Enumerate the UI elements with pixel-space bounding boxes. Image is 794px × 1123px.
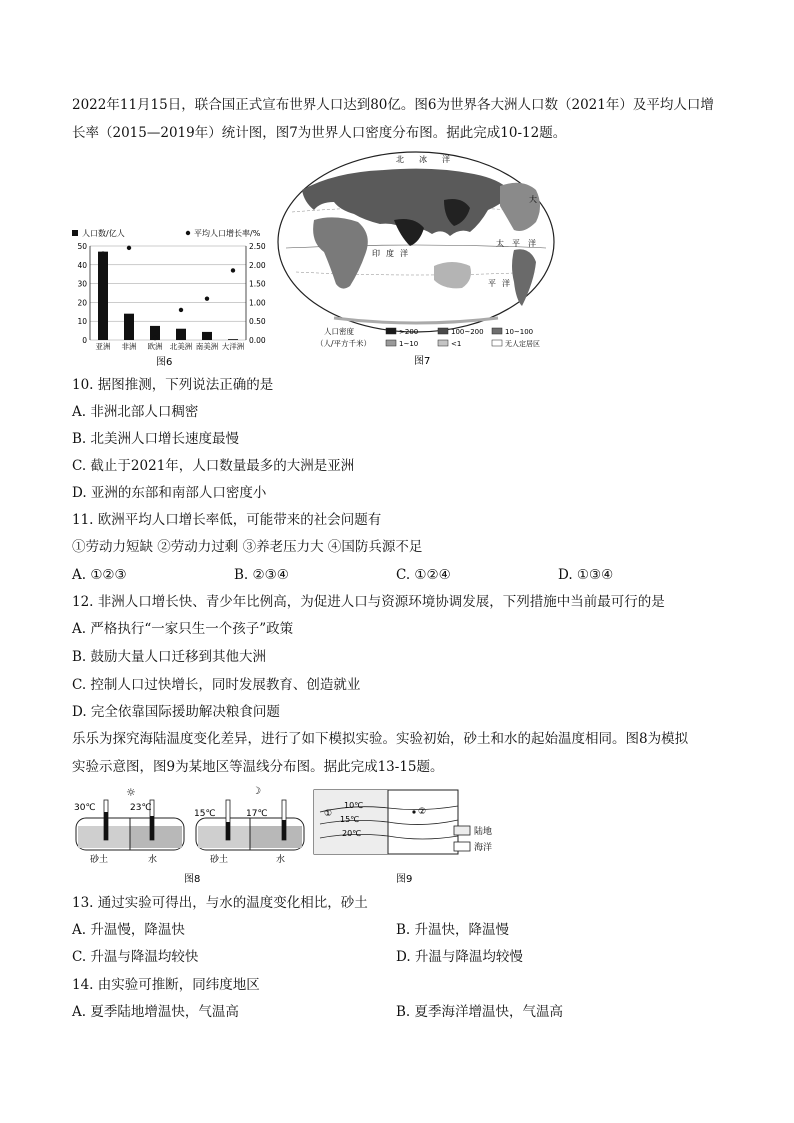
y-left-tick-label: 0 <box>82 336 87 345</box>
left-water-label: 水 <box>148 855 158 865</box>
growth-rate-point <box>101 251 105 255</box>
moon-icon: ☽ <box>252 786 261 797</box>
q13-option-d[interactable]: D. 升温与降温均较慢 <box>396 949 523 965</box>
y-left-tick-label: 50 <box>77 242 87 251</box>
figure-8-caption: 图8 <box>184 874 201 885</box>
q13-option-a[interactable]: A. 升温慢，降温快 <box>72 922 185 938</box>
category-label: 亚洲 <box>95 342 111 351</box>
population-bar <box>124 314 134 340</box>
isotherm-10-label: 10℃ <box>344 801 364 810</box>
legend-label-1: >200 <box>399 328 419 336</box>
legend-ocean-swatch <box>454 842 470 851</box>
legend-swatch-6 <box>492 340 502 346</box>
q10-stem: 10. 据图推测，下列说法正确的是 <box>72 377 274 393</box>
point-2-label: ② <box>418 807 427 817</box>
legend-title-2: （人/平方千米） <box>316 339 372 348</box>
ocean-label-1: 北 <box>396 155 404 164</box>
y-right-tick-label: 1.50 <box>249 279 266 289</box>
left-sand-thermometer-fill <box>104 812 108 840</box>
legend-dot-label: 平均人口增长率/% <box>194 229 261 238</box>
point-1-label: ① <box>324 809 333 819</box>
point-2-dot <box>412 810 415 813</box>
y-left-tick-label: 20 <box>77 298 87 308</box>
legend-land-swatch <box>454 826 470 835</box>
q12-stem: 12. 非洲人口增长快、青少年比例高，为促进人口与资源环境协调发展，下列措施中当前最可行的是 <box>72 594 665 610</box>
y-left-tick-label: 40 <box>77 260 87 270</box>
q10-option-b[interactable]: B. 北美洲人口增长速度最慢 <box>72 431 240 447</box>
q11-option-d[interactable]: D. ①③④ <box>558 567 614 583</box>
right-sand-thermometer-fill <box>226 822 230 840</box>
legend-title-1: 人口密度 <box>324 327 354 336</box>
ocean-label-2: 冰 <box>419 155 427 164</box>
right-water-fill <box>250 826 302 848</box>
right-sand-fill <box>198 826 250 848</box>
q10-option-d[interactable]: D. 亚洲的东部和南部人口密度小 <box>72 485 267 501</box>
intro-line-2: 长率（2015—2019年）统计图，图7为世界人口密度分布图。据此完成10-12题。 <box>72 125 567 141</box>
ocean-label-4: 大 <box>529 195 537 204</box>
y-right-tick-label: 2.00 <box>249 260 266 270</box>
q12-option-d[interactable]: D. 完全依靠国际援助解决粮食问题 <box>72 704 280 720</box>
growth-rate-point <box>179 308 183 312</box>
category-label: 欧洲 <box>147 342 163 351</box>
left-sand-label: 砂土 <box>90 855 109 865</box>
intro-line-1: 2022年11月15日，联合国正式宣布世界人口达到80亿。图6为世界各大洲人口数（2021年）及平均人口增 <box>72 97 714 113</box>
ocean-label-8: 印 <box>372 249 380 258</box>
population-bar <box>228 339 238 340</box>
q14-stem: 14. 由实验可推断，同纬度地区 <box>72 977 260 993</box>
ocean-label-9: 度 <box>386 249 394 258</box>
y-right-tick-label: 0.50 <box>249 317 266 327</box>
legend-bar-swatch <box>72 230 78 236</box>
right-water-label: 水 <box>276 855 286 865</box>
q13-stem: 13. 通过实验可得出，与水的温度变化相比，砂土 <box>72 895 368 911</box>
legend-ocean-label: 海洋 <box>474 843 493 853</box>
ocean-label-12: 洋 <box>502 279 510 288</box>
q11-stem: 11. 欧洲平均人口增长率低，可能带来的社会问题有 <box>72 512 382 528</box>
q13-option-b[interactable]: B. 升温快，降温慢 <box>396 922 510 938</box>
figure-9-caption: 图9 <box>396 874 413 885</box>
intro2-line-2: 实验示意图，图9为某地区等温线分布图。据此完成13-15题。 <box>72 759 444 775</box>
legend-label-4: 1~10 <box>399 340 419 348</box>
legend-land-label: 陆地 <box>474 827 493 837</box>
legend-swatch-3 <box>492 328 502 334</box>
ocean-label-11: 平 <box>488 279 496 288</box>
population-bar <box>202 332 212 340</box>
left-water-temp: 23℃ <box>130 803 152 813</box>
y-right-tick-label: 1.00 <box>249 298 266 308</box>
population-bar <box>176 329 186 340</box>
legend-bar-label: 人口数/亿人 <box>82 229 125 238</box>
figure-9-isotherm-map <box>312 784 512 888</box>
q11-option-c[interactable]: C. ①②④ <box>396 567 451 583</box>
q10-option-a[interactable]: A. 非洲北部人口稠密 <box>72 404 199 420</box>
isotherm-20-label: 20℃ <box>342 829 362 838</box>
y-left-tick-label: 10 <box>77 317 87 327</box>
figure-6-chart <box>70 228 280 370</box>
y-right-tick-label: 2.50 <box>249 242 266 251</box>
left-water-fill <box>130 826 182 848</box>
isotherm-15-label: 15℃ <box>340 815 360 824</box>
q11-option-a[interactable]: A. ①②③ <box>72 567 127 583</box>
legend-label-5: <1 <box>451 340 462 348</box>
right-water-thermometer-fill <box>282 820 286 840</box>
y-left-tick-label: 30 <box>77 279 87 289</box>
y-right-tick-label: 0.00 <box>249 336 266 345</box>
ocean-label-5: 太 <box>496 239 504 248</box>
ocean-label-7: 洋 <box>528 239 536 248</box>
right-sand-label: 砂土 <box>210 855 229 865</box>
legend-label-2: 100~200 <box>451 328 484 336</box>
q14-option-a[interactable]: A. 夏季陆地增温快，气温高 <box>72 1004 239 1020</box>
intro2-line-1: 乐乐为探究海陆温度变化差异，进行了如下模拟实验。实验初始，砂土和水的起始温度相同。图8为模拟 <box>72 731 689 747</box>
legend-swatch-5 <box>438 340 448 346</box>
q11-option-b[interactable]: B. ②③④ <box>234 567 289 583</box>
ocean-label-6: 平 <box>512 239 520 248</box>
ocean-label-3: 洋 <box>442 155 450 164</box>
category-label: 南美洲 <box>195 342 219 351</box>
figure-7-caption: 图7 <box>414 356 431 367</box>
q14-option-b[interactable]: B. 夏季海洋增温快，气温高 <box>396 1004 564 1020</box>
q13-option-c[interactable]: C. 升温与降温均较快 <box>72 949 199 965</box>
growth-rate-point <box>205 296 209 300</box>
legend-label-3: 10~100 <box>505 328 534 336</box>
figure-6-caption: 图6 <box>156 357 173 368</box>
left-sand-temp: 30℃ <box>74 803 96 813</box>
category-label: 大洋洲 <box>221 342 245 351</box>
legend-swatch-2 <box>438 328 448 334</box>
left-water-thermometer-fill <box>150 816 154 840</box>
growth-rate-point <box>153 336 157 340</box>
q10-option-c[interactable]: C. 截止于2021年，人口数量最多的大洲是亚洲 <box>72 458 355 474</box>
growth-rate-point <box>127 246 131 250</box>
legend-label-6: 无人定居区 <box>505 340 540 348</box>
q12-option-b[interactable]: B. 鼓励大量人口迁移到其他大洲 <box>72 649 267 665</box>
ocean-label-10: 洋 <box>400 249 408 258</box>
category-label: 北美洲 <box>169 342 193 351</box>
growth-rate-point <box>231 268 235 272</box>
figure-8-experiment <box>70 782 310 888</box>
sun-icon: ☼ <box>126 786 136 799</box>
q12-option-a[interactable]: A. 严格执行“一家只生一个孩子”政策 <box>72 621 294 637</box>
category-label: 非洲 <box>121 342 137 351</box>
q11-items: ①劳动力短缺 ②劳动力过剩 ③养老压力大 ④国防兵源不足 <box>72 539 423 555</box>
right-sand-temp: 15℃ <box>194 809 216 819</box>
q12-option-c[interactable]: C. 控制人口过快增长，同时发展教育、创造就业 <box>72 677 361 693</box>
legend-swatch-1 <box>386 328 396 334</box>
right-water-temp: 17℃ <box>246 809 268 819</box>
population-bar <box>98 252 108 340</box>
legend-dot-swatch <box>186 231 190 235</box>
legend-swatch-4 <box>386 340 396 346</box>
figure-7-map <box>274 150 564 370</box>
